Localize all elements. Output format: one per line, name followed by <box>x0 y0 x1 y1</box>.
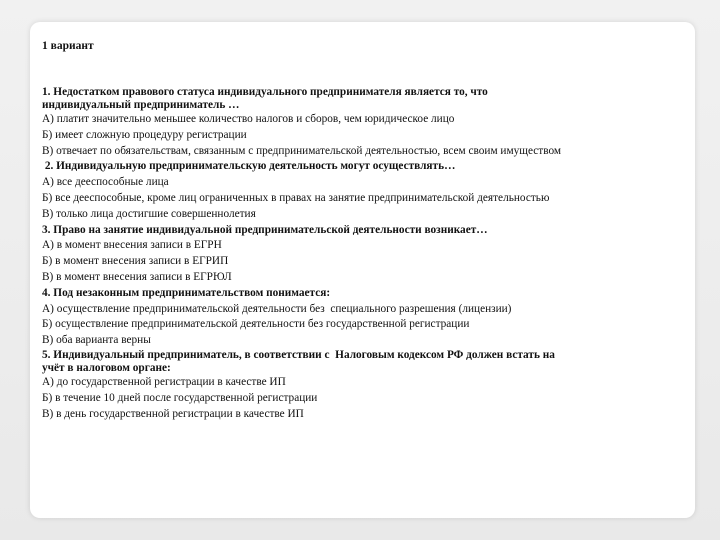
answer-4a: А) осуществление предпринимательской деятельности без специального разрешения (лицензии) <box>42 302 512 315</box>
variant-title: 1 вариант <box>42 40 94 52</box>
question-1-text: 1. Недостатком правового статуса индивидуального предпринимателя является то, что <box>42 86 488 98</box>
question-2-text: 2. Индивидуальную предпринимательскую деятельность могут осуществлять… <box>42 160 456 173</box>
answer-5b: Б) в течение 10 дней после государственной регистрации <box>42 391 318 404</box>
answer-2b: Б) все дееспособные, кроме лиц ограниченных в правах на занятие предпринимательской деятельностью <box>42 191 550 204</box>
answer-1a: А) платит значительно меньшее количество налогов и сборов, чем юридическое лицо <box>42 113 455 125</box>
answer-5c: В) в день государственной регистрации в качестве ИП <box>42 407 304 420</box>
question-1-text-cont: индивидуальный предприниматель … <box>42 99 240 111</box>
answer-3c: В) в момент внесения записи в ЕГРЮЛ <box>42 270 232 283</box>
answer-3a: А) в момент внесения записи в ЕГРН <box>42 239 222 252</box>
answer-1c: В) отвечает по обязательствам, связанным с предпринимательской деятельностью, всем своим имуществом <box>42 144 562 157</box>
answer-4c: В) оба варианта верны <box>42 334 151 347</box>
answer-1b: Б) имеет сложную процедуру регистрации <box>42 128 247 141</box>
question-5-text-cont: учёт в налоговом органе: <box>42 361 171 374</box>
question-5-text: 5. Индивидуальный предприниматель, в соответствии с Налоговым кодексом РФ должен встать на <box>42 348 555 361</box>
question-4-text: 4. Под незаконным предпринимательством понимается: <box>42 286 331 299</box>
answer-5a: А) до государственной регистрации в качестве ИП <box>42 375 286 388</box>
answer-3b: Б) в момент внесения записи в ЕГРИП <box>42 255 229 268</box>
answer-2a: А) все дееспособные лица <box>42 176 169 189</box>
answer-2c: В) только лица достигшие совершеннолетия <box>42 207 256 220</box>
questions-list <box>42 86 692 422</box>
answer-4b: Б) осуществление предпринимательской деятельности без государственной регистрации <box>42 318 470 331</box>
question-3-text: 3. Право на занятие индивидуальной предпринимательской деятельности возникает… <box>42 223 488 236</box>
